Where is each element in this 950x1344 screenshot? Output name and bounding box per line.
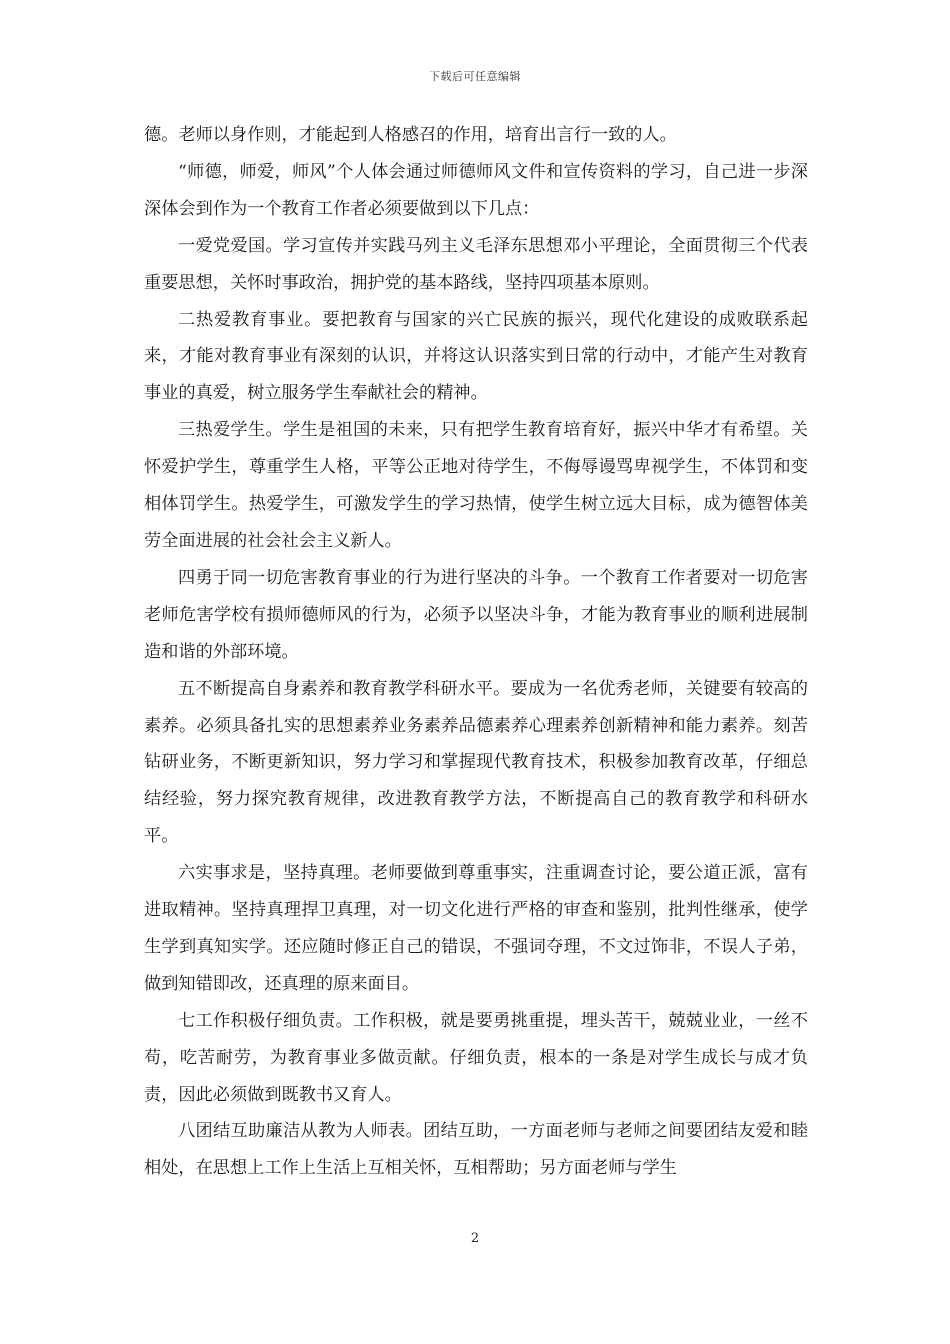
document-body [144,117,808,1187]
paragraph-point-4: 四勇于同一切危害教育事业的行为进行坚决的斗争。一个教育工作者要对一切危害老师危害学校有损师德师风的行为，必须予以坚决斗争，才能为教育事业的顺利进展制造和谐的外部环境。 [144,567,808,662]
paragraph-point-2: 二热爱教育事业。要把教育与国家的兴亡民族的振兴，现代化建设的成败联系起来，才能对教育事业有深刻的认识，并将这认识落实到日常的行动中，才能产生对教育事业的真爱，树立服务学生奉献社会的精神。 [144,309,808,404]
paragraph-point-5: 五不断提高自身素养和教育教学科研水平。要成为一名优秀老师，关键要有较高的素养。必须具备扎实的思想素养业务素养品德素养心理素养创新精神和能力素养。刻苦钻研业务，不断更新知识，努力学习和掌握现代教育技术，积极参加教育改革，仔细总结经验，努力探究教育规律，改进教育教学方法，不断提高自己的教育教学和科研水平。 [144,678,808,847]
paragraph-continuation: 德。老师以身作则，才能起到人格感召的作用，培育出言行一致的人。 [144,125,677,145]
page-header: 下载后可任意编辑 [429,70,521,83]
paragraph-point-6: 六实事求是，坚持真理。老师要做到尊重事实，注重调查讨论，要公道正派，富有进取精神。坚持真理捍卫真理，对一切文化进行严格的审查和鉴别，批判性继承，使学生学到真知实学。还应随时修正自己的错误，不强词夺理，不文过饰非，不误人子弟，做到知错即改，还真理的原来面目。 [144,863,808,994]
paragraph-point-7: 七工作积极仔细负责。工作积极，就是要勇挑重提，埋头苦干，兢兢业业，一丝不苟，吃苦耐劳，为教育事业多做贡献。仔细负责，根本的一条是对学生成长与成才负责，因此必须做到既教书又育人。 [144,1010,808,1105]
paragraph-intro: “师德，师爱，师风”个人体会通过师德师风文件和宣传资料的学习，自己进一步深深体会到作为一个教育工作者必须要做到以下几点： [144,161,808,219]
paragraph-point-8: 八团结互助廉洁从教为人师表。团结互助，一方面老师与老师之间要团结友爱和睦相处，在思想上工作上生活上互相关怀，互相帮助；另方面老师与学生 [144,1121,808,1179]
paragraph-point-3: 三热爱学生。学生是祖国的未来，只有把学生教育培育好，振兴中华才有希望。关怀爱护学生，尊重学生人格，平等公正地对待学生，不侮辱谩骂卑视学生，不体罚和变相体罚学生。热爱学生，可激发学生的学习热情，使学生树立远大目标，成为德智体美劳全面进展的社会社会主义新人。 [144,420,808,551]
paragraph-point-1: 一爱党爱国。学习宣传并实践马列主义毛泽东思想邓小平理论，全面贯彻三个代表重要思想，关怀时事政治，拥护党的基本路线，坚持四项基本原则。 [144,235,808,293]
page-number: 2 [470,1231,480,1246]
